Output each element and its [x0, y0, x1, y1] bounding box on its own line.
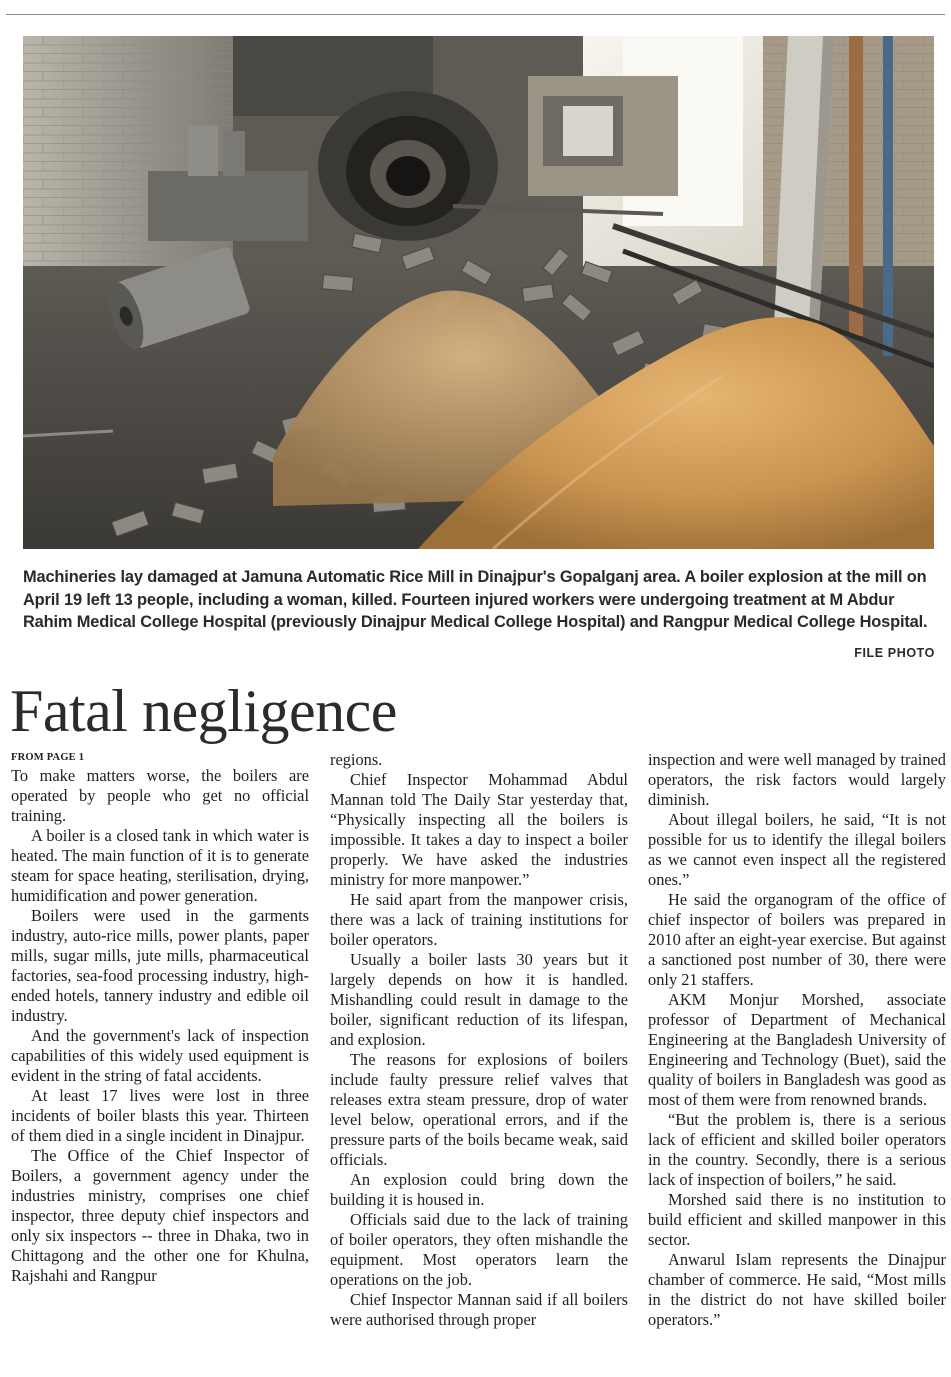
- paragraph: Chief Inspector Mannan said if all boilers were authorised through proper: [330, 1290, 628, 1329]
- paragraph: A boiler is a closed tank in which water is heated. The main function of it is to generate steam for space heating, sterilisation, drying, humidification and power generation.: [11, 826, 309, 905]
- boiler-explosion-photo-icon: [23, 36, 934, 549]
- paragraph: The Office of the Chief Inspector of Boilers, a government agency under the industries ministry, comprises one chief inspector, three deputy chief inspectors and only six inspectors -- three in Dhaka, two in Chittagong and the other one for Khulna, Rajshahi and Rangpur: [11, 1146, 309, 1285]
- paragraph: And the government's lack of inspection capabilities of this widely used equipment is evident in the string of fatal accidents.: [11, 1026, 309, 1085]
- paragraph: “But the problem is, there is a serious lack of efficient and skilled boiler operators in the country. Secondly, there is a serious lack of inspection of boilers,” he said.: [648, 1110, 946, 1189]
- paragraph: Morshed said there is no institution to build efficient and skilled manpower in this sector.: [648, 1190, 946, 1249]
- paragraph: The reasons for explosions of boilers include faulty pressure relief valves that releases extra steam pressure, drop of water level below, operational errors, and if the pressure parts of the boils became weak, said officials.: [330, 1050, 628, 1169]
- article-column-2: [330, 750, 628, 1330]
- headline: Fatal negligence: [10, 678, 397, 744]
- paragraph: He said apart from the manpower crisis, there was a lack of training institutions for boiler operators.: [330, 890, 628, 949]
- paragraph: Usually a boiler lasts 30 years but it largely depends on how it is handled. Mishandling could result in damage to the boiler, significant reduction of its lifespan, and explosion.: [330, 950, 628, 1049]
- boiler-explosion-photo: [23, 36, 934, 549]
- paragraph: To make matters worse, the boilers are operated by people who get no official training.: [11, 766, 309, 825]
- paragraph: Chief Inspector Mohammad Abdul Mannan told The Daily Star yesterday that, “Physically inspecting all the boilers is impossible. It takes a day to inspect a boiler properly. We have asked the industries ministry for more manpower.”: [330, 770, 628, 889]
- paragraph: Officials said due to the lack of training of boiler operators, they often mishandle the equipment. Most operators learn the operations on the job.: [330, 1210, 628, 1289]
- paragraph: regions.: [330, 750, 383, 769]
- photo-caption: Machineries lay damaged at Jamuna Automatic Rice Mill in Dinajpur's Gopalganj area. A boiler explosion at the mill on April 19 left 13 people, including a woman, killed. Fourteen injured workers were undergoing treatment at M Abdur Rahim Medical College Hospital (previously Dinajpur Medical College Hospital) and Rangpur Medical College Hospital.: [23, 568, 928, 631]
- photo-credit: FILE PHOTO: [854, 646, 935, 660]
- paragraph: AKM Monjur Morshed, associate professor of Department of Mechanical Engineering at the Bangladesh University of Engineering and Technology (Buet), said the quality of boilers in Bangladesh was good as most of them were from renowned brands.: [648, 990, 946, 1109]
- paragraph: inspection and were well managed by trained operators, the risk factors would largely diminish.: [648, 750, 946, 809]
- kicker: FROM PAGE 1: [11, 752, 85, 763]
- paragraph: About illegal boilers, he said, “It is not possible for us to identify the illegal boilers as we cannot even inspect all the registered ones.”: [648, 810, 946, 889]
- paragraph: He said the organogram of the office of chief inspector of boilers was prepared in 2010 after an eight-year exercise. But against a sanctioned post number of 30, there were only 21 staffers.: [648, 890, 946, 989]
- paragraph: Boilers were used in the garments industry, auto-rice mills, power plants, paper mills, sugar mills, jute mills, pharmaceutical factories, sea-food processing industry, high-ended hotels, tannery industry and edible oil industry.: [11, 906, 309, 1025]
- top-rule: [6, 14, 945, 15]
- paragraph: At least 17 lives were lost in three incidents of boiler blasts this year. Thirteen of them died in a single incident in Dinajpur.: [11, 1086, 309, 1145]
- article-column-3: [648, 750, 946, 1330]
- paragraph: Anwarul Islam represents the Dinajpur chamber of commerce. He said, “Most mills in the district do not have skilled boiler operators.”: [648, 1250, 946, 1329]
- article-column-1: [11, 750, 309, 1286]
- paragraph: An explosion could bring down the building it is housed in.: [330, 1170, 628, 1209]
